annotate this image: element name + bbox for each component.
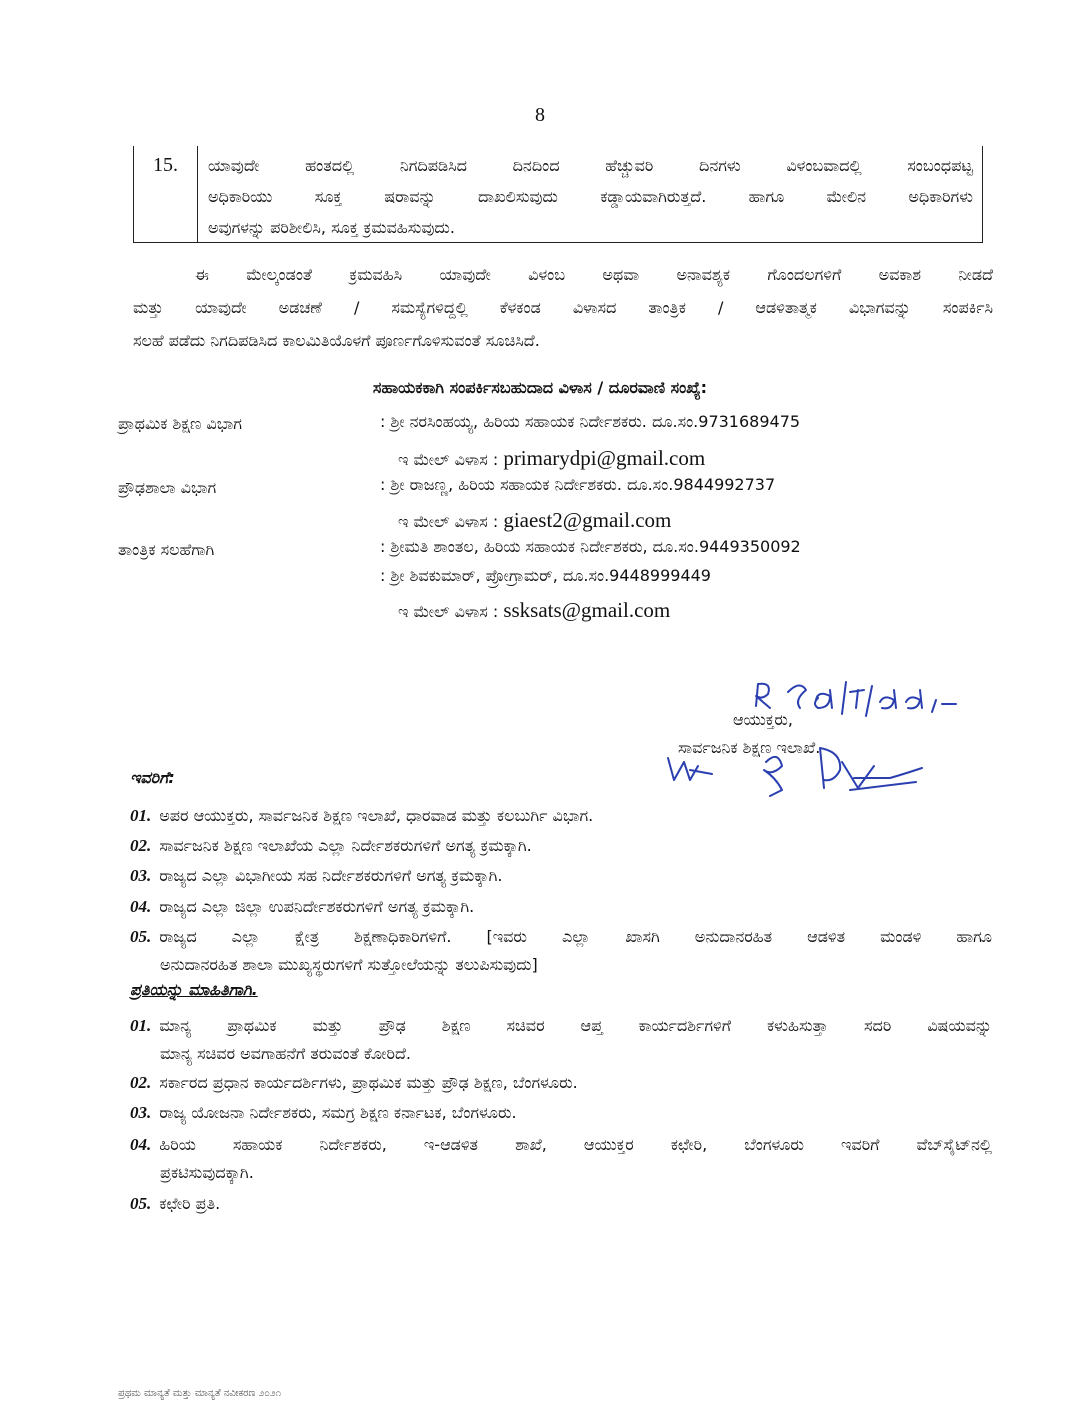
row-text [208, 150, 973, 243]
item-text: ಸಾರ್ವಜನಿಕ ಶಿಕ್ಷಣ ಇಲಾಖೆಯ ಎಲ್ಲಾ ನಿರ್ದೇಶಕರುಗಳಿಗೆ ಅಗತ್ಯ ಕ್ರಮಕ್ಕಾಗಿ. [159, 836, 532, 855]
email-label: ಇ ಮೇಲ್ ವಿಳಾಸ : [398, 602, 499, 621]
list-item [130, 1190, 992, 1218]
signatory-department: ಸಾರ್ವಜನಿಕ ಶಿಕ್ಷಣ ಇಲಾಖೆ. [678, 738, 821, 757]
item-text: ಪ್ರಕಟಿಸುವುದಕ್ಕಾಗಿ. [160, 1163, 254, 1182]
item-number: 04. [130, 897, 152, 916]
page-footer: ಪ್ರಥಮ ಮಾನ್ಯತೆ ಮತ್ತು ಮಾನ್ಯತೆ ನವೀಕರಣ ೨೦೨೧ [118, 1388, 282, 1399]
item-number: 01. [130, 1016, 152, 1035]
tech-person-2: : ಶ್ರೀ ಶಿವಕುಮಾರ್, ಪ್ರೋಗ್ರಾಮರ್, ದೂ.ಸಂ.9448999449 [380, 566, 711, 585]
item-text: ಅಪರ ಆಯುಕ್ತರು, ಸಾರ್ವಜನಿಕ ಶಿಕ್ಷಣ ಇಲಾಖೆ, ಧಾರವಾಡ ಮತ್ತು ಕಲಬುರ್ಗಿ ವಿಭಾಗ. [159, 806, 594, 825]
list-item [130, 893, 992, 921]
item-text: ರಾಜ್ಯದ ಎಲ್ಲಾ ಜಿಲ್ಲಾ ಉಪನಿರ್ದೇಶಕರುಗಳಿಗೆ ಅಗತ್ಯ ಕ್ರಮಕ್ಕಾಗಿ. [159, 897, 475, 916]
copies-title: ಪ್ರತಿಯನ್ನು ಮಾಹಿತಿಗಾಗಿ. [130, 980, 258, 999]
item-text: ಮಾನ್ಯ ಪ್ರಾಥಮಿಕ ಮತ್ತು ಪ್ರೌಢ ಶಿಕ್ಷಣ ಸಚಿವರ ಆಪ್ತ ಕಾರ್ಯದರ್ಶಿಗಳಿಗೆ ಕಳುಹಿಸುತ್ತಾ ಸದರಿ ವಿಷಯವನ್ನು [159, 1016, 992, 1035]
item-text: ರಾಜ್ಯದ ಎಲ್ಲಾ ವಿಭಾಗೀಯ ಸಹ ನಿರ್ದೇಶಕರುಗಳಿಗೆ ಅಗತ್ಯ ಕ್ರಮಕ್ಕಾಗಿ. [159, 866, 503, 885]
row-number: 15. [134, 146, 198, 242]
item-number: 05. [130, 1194, 152, 1213]
primary-person: : ಶ್ರೀ ನರಸಿಂಹಯ್ಯ, ಹಿರಿಯ ಸಹಾಯಕ ನಿರ್ದೇಶಕರು. ದೂ.ಸಂ.9731689475 [380, 412, 801, 431]
table-row [133, 146, 983, 243]
item-number: 04. [130, 1135, 152, 1154]
signatory-title: ಆಯುಕ್ತರು, [733, 710, 793, 729]
item-text: ಅನುದಾನರಹಿತ ಶಾಲಾ ಮುಖ್ಯಸ್ಥರುಗಳಿಗೆ ಸುತ್ತೋಲೆಯನ್ನು ತಲುಪಿಸುವುದು] [160, 955, 538, 974]
item-text: ಕಛೇರಿ ಪ್ರತಿ. [159, 1194, 221, 1213]
item-text: ರಾಜ್ಯದ ಎಲ್ಲಾ ಕ್ಷೇತ್ರ ಶಿಕ್ಷಣಾಧಿಕಾರಿಗಳಿಗೆ. [ಇವರು ಎಲ್ಲಾ ಖಾಸಗಿ ಅನುದಾನರಹಿತ ಆಡಳಿತ ಮಂಡಳಿ ಹಾಗೂ [159, 927, 992, 946]
list-item [130, 862, 992, 890]
item-number: 02. [130, 836, 152, 855]
row-line: ಅಧಿಕಾರಿಯು ಸೂಕ್ತ ಷರಾವನ್ನು ದಾಖಲಿಸುವುದು ಕಡ್ಡಾಯವಾಗಿರುತ್ತದೆ. ಹಾಗೂ ಮೇಲಿನ ಅಧಿಕಾರಿಗಳು [208, 187, 973, 206]
item-text: ಮಾನ್ಯ ಸಚಿವರ ಅವಗಾಹನೆಗೆ ತರುವಂತೆ ಕೋರಿದೆ. [160, 1044, 412, 1063]
item-number: 02. [130, 1073, 152, 1092]
tech-label: ತಾಂತ್ರಿಕ ಸಲಹೆಗಾಗಿ [118, 540, 215, 559]
primary-label: ಪ್ರಾಥಮಿಕ ಶಿಕ್ಷಣ ವಿಭಾಗ [118, 414, 242, 433]
page-number: 8 [535, 104, 545, 126]
row-line: ಅವುಗಳನ್ನು ಪರಿಶೀಲಿಸಿ, ಸೂಕ್ತ ಕ್ರಮವಹಿಸುವುದು. [208, 218, 455, 237]
email-label: ಇ ಮೇಲ್ ವಿಳಾಸ : [398, 512, 499, 531]
contact-heading: ಸಹಾಯಕಕಾಗಿ ಸಂಪರ್ಕಿಸಬಹುದಾದ ವಿಳಾಸ / ದೂರವಾಣಿ ಸಂಖ್ಯೆ: [372, 378, 708, 397]
paragraph-line: ಈ ಮೇಲ್ಕಂಡಂತೆ ಕ್ರಮವಹಿಸಿ ಯಾವುದೇ ವಿಳಂಬ ಅಥವಾ ಅನಾವಶ್ಯಕ ಗೊಂದಲಗಳಿಗೆ ಅವಕಾಶ ನೀಡದೆ [195, 265, 993, 284]
secondary-label: ಪ್ರೌಢಶಾಲಾ ವಿಭಾಗ [118, 478, 217, 497]
email-address: ssksats@gmail.com [503, 598, 671, 622]
list-item [130, 832, 992, 860]
list-item [130, 923, 992, 979]
item-number: 03. [130, 1103, 152, 1122]
email-address: primarydpi@gmail.com [503, 446, 706, 470]
list-item [130, 1069, 992, 1097]
item-number: 01. [130, 806, 152, 825]
row-line: ಯಾವುದೇ ಹಂತದಲ್ಲಿ ನಿಗದಿಪಡಿಸಿದ ದಿನದಿಂದ ಹೆಚ್ಚುವರಿ ದಿನಗಳು ವಿಳಂಬವಾದಲ್ಲಿ ಸಂಬಂಧಪಟ್ಟ [208, 156, 973, 175]
email-address: giaest2@gmail.com [503, 508, 672, 532]
tech-person-1: : ಶ್ರೀಮತಿ ಶಾಂತಲ, ಹಿರಿಯ ಸಹಾಯಕ ನಿರ್ದೇಶಕರು, ದೂ.ಸಂ.9449350092 [380, 537, 801, 556]
list-item [130, 1012, 992, 1068]
item-text: ಸರ್ಕಾರದ ಪ್ರಧಾನ ಕಾರ್ಯದರ್ಶಿಗಳು, ಪ್ರಾಥಮಿಕ ಮತ್ತು ಪ್ರೌಢ ಶಿಕ್ಷಣ, ಬೆಂಗಳೂರು. [159, 1073, 578, 1092]
secondary-person: : ಶ್ರೀ ರಾಜಣ್ಣ, ಹಿರಿಯ ಸಹಾಯಕ ನಿರ್ದೇಶಕರು. ದೂ.ಸಂ.9844992737 [380, 475, 776, 494]
list-item [130, 1099, 992, 1127]
paragraph-line: ಸಲಹೆ ಪಡೆದು ನಿಗದಿಪಡಿಸಿದ ಕಾಲಮಿತಿಯೊಳಗೆ ಪೂರ್ಣಗೊಳಿಸುವಂತೆ ಸೂಚಿಸಿದೆ. [133, 331, 540, 350]
item-text: ರಾಜ್ಯ ಯೋಜನಾ ನಿರ್ದೇಶಕರು, ಸಮಗ್ರ ಶಿಕ್ಷಣ ಕರ್ನಾಟಕ, ಬೆಂಗಳೂರು. [159, 1103, 517, 1122]
recipients-title: ಇವರಿಗೆ: [130, 768, 175, 787]
item-text: ಹಿರಿಯ ಸಹಾಯಕ ನಿರ್ದೇಶಕರು, ಇ-ಆಡಳಿತ ಶಾಖೆ, ಆಯುಕ್ತರ ಕಛೇರಿ, ಬೆಂಗಳೂರು ಇವರಿಗೆ ವೆಬ್‌ಸೈಟ್‌ನಲ್ಲಿ [159, 1135, 992, 1154]
tech-email-row [398, 598, 670, 623]
item-number: 05. [130, 927, 152, 946]
email-label: ಇ ಮೇಲ್ ವಿಳಾಸ : [398, 450, 499, 469]
secondary-email-row [398, 508, 671, 533]
primary-email-row [398, 446, 705, 471]
paragraph-line: ಮತ್ತು ಯಾವುದೇ ಅಡಚಣೆ / ಸಮಸ್ಯೆಗಳಿದ್ದಲ್ಲಿ ಕೆಳಕಂಡ ವಿಳಾಸದ ತಾಂತ್ರಿಕ / ಆಡಳಿತಾತ್ಮಕ ವಿಭಾಗವನ್ನು ಸಂಪರ್ಕಿಸಿ [133, 298, 993, 317]
item-number: 03. [130, 866, 152, 885]
list-item [130, 1131, 992, 1187]
instruction-paragraph [133, 258, 993, 357]
list-item [130, 802, 992, 830]
